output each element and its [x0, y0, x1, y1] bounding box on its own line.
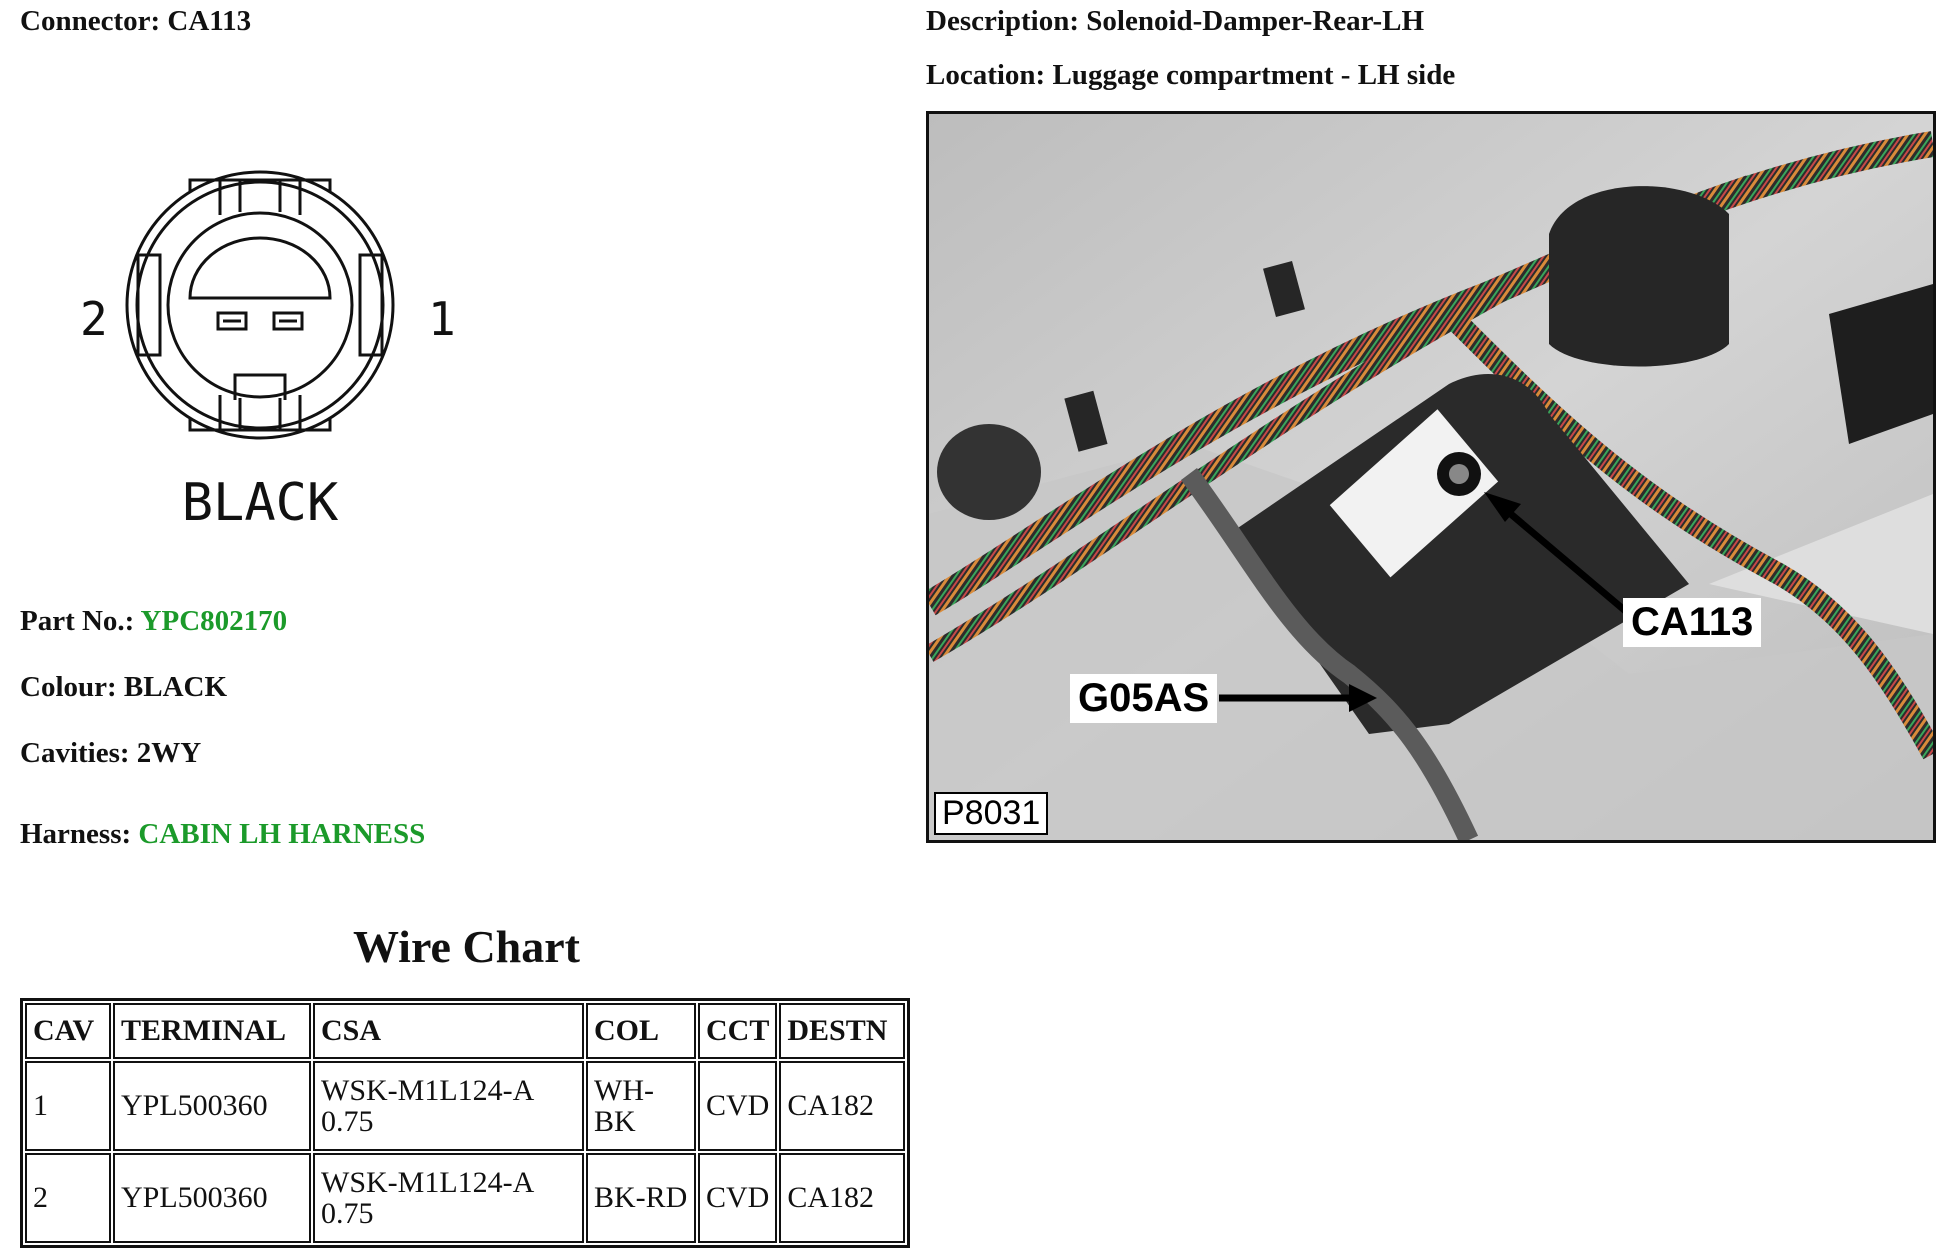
cell-csa-spec: WSK-M1L124-A — [321, 1165, 535, 1199]
colour-value: BLACK — [123, 671, 228, 703]
connector-label: Connector: — [20, 5, 161, 37]
cell-csa-size: 0.75 — [321, 1197, 374, 1230]
cavities-label: Cavities: — [20, 737, 130, 769]
cell-terminal: YPL500360 — [113, 1061, 311, 1151]
harness-label: Harness: — [20, 818, 132, 850]
location-line — [926, 59, 1455, 92]
wire-chart-title: Wire Chart — [353, 921, 580, 972]
part-no-line — [20, 605, 287, 638]
photo-reference-number: P8031 — [934, 792, 1048, 835]
callout-ground-label: G05AS — [1070, 674, 1217, 723]
cell-cct: CVD — [698, 1153, 777, 1243]
col-header-cav: CAV — [25, 1003, 111, 1059]
harness-link[interactable]: CABIN LH HARNESS — [138, 818, 426, 850]
connector-inner-ring — [137, 182, 383, 428]
cell-destn: CA182 — [779, 1061, 905, 1151]
connector-face-diagram — [60, 150, 460, 540]
part-no-label: Part No.: — [20, 605, 135, 637]
cell-csa — [313, 1061, 584, 1151]
cell-terminal: YPL500360 — [113, 1153, 311, 1243]
table-row — [25, 1153, 905, 1243]
cell-cct: CVD — [698, 1061, 777, 1151]
wire-chart-table — [20, 998, 910, 1248]
connector-key-dome — [190, 238, 330, 298]
pin-label-1: 1 — [428, 292, 456, 346]
description-line — [926, 5, 1424, 38]
cavities-line — [20, 737, 201, 770]
col-header-terminal: TERMINAL — [113, 1003, 311, 1059]
col-header-col: COL — [586, 1003, 696, 1059]
table-row — [25, 1061, 905, 1151]
cell-col-part1: WH- — [594, 1073, 654, 1107]
photo-illustration — [929, 114, 1933, 840]
table-header-row — [25, 1003, 905, 1059]
cell-csa — [313, 1153, 584, 1243]
col-header-destn: DESTN — [779, 1003, 905, 1059]
cell-col: BK-RD — [586, 1153, 696, 1243]
col-header-csa: CSA — [313, 1003, 584, 1059]
callout-connector-label: CA113 — [1623, 598, 1761, 647]
cell-cav: 1 — [25, 1061, 111, 1151]
diagram-colour-text: BLACK — [181, 473, 339, 533]
cell-col-part2: BK — [594, 1105, 636, 1138]
cell-csa-size: 0.75 — [321, 1105, 374, 1138]
cell-col — [586, 1061, 696, 1151]
location-value: Luggage compartment - LH side — [1052, 59, 1456, 91]
location-photo — [926, 111, 1936, 843]
cell-destn: CA182 — [779, 1153, 905, 1243]
location-label: Location: — [926, 59, 1046, 91]
description-value: Solenoid-Damper-Rear-LH — [1086, 5, 1425, 37]
colour-line — [20, 671, 227, 704]
part-no-link[interactable]: YPC802170 — [140, 605, 288, 637]
cell-cav: 2 — [25, 1153, 111, 1243]
connector-value: CA113 — [167, 5, 252, 37]
description-label: Description: — [926, 5, 1080, 37]
pin-label-2: 2 — [80, 292, 108, 346]
connector-body — [168, 213, 352, 397]
connector-line — [20, 5, 251, 38]
colour-label: Colour: — [20, 671, 117, 703]
cell-csa-spec: WSK-M1L124-A — [321, 1073, 535, 1107]
harness-line — [20, 818, 425, 851]
col-header-cct: CCT — [698, 1003, 777, 1059]
cavities-value: 2WY — [136, 737, 202, 769]
